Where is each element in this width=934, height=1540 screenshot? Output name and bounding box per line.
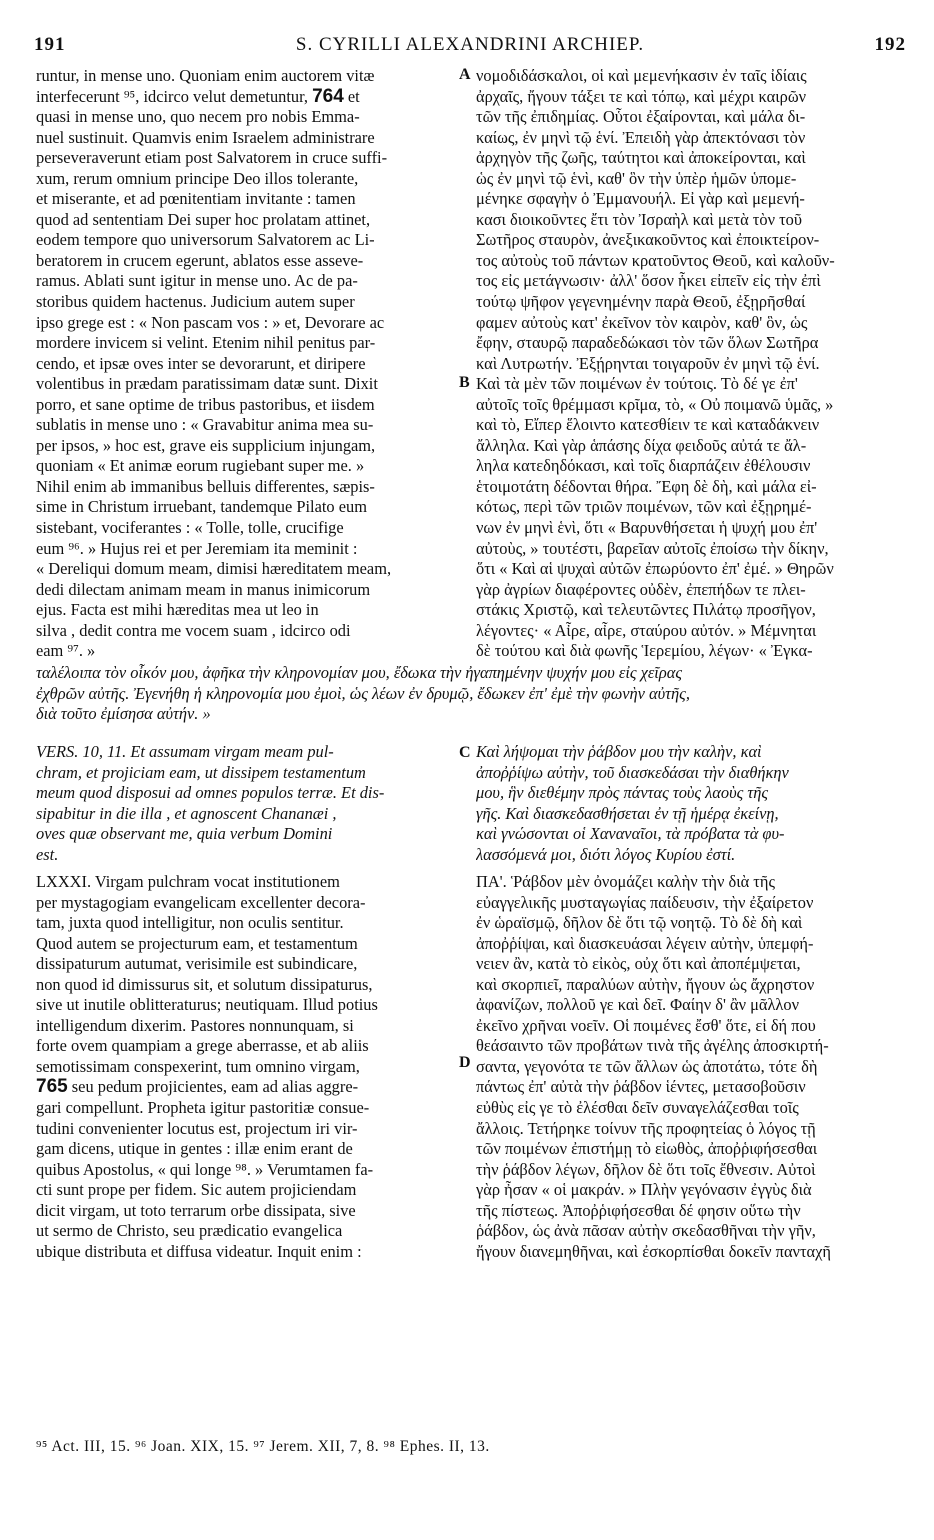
text-line: Quod autem se projecturum eam, et testamentum (36, 933, 358, 953)
text-line: τῶν τῆς ἐπιδημίας. Οὗτοι ἐξαίρονται, καὶ μάλα δι- (476, 107, 806, 127)
text-line: ληλα κατεδηδόκασι, καὶ τοῖς διαρπάζειν ἐθέλουσιν (476, 456, 811, 476)
text-line: dissipaturum autumat, verisimile est subindicare, (36, 954, 358, 974)
text-line: καίως, ἐν μηνὶ τῷ ἑνί. Ἐπειδὴ γὰρ ἀπεκτόνασι τὸν (476, 127, 806, 147)
text-line: Καὶ τὰ μὲν τῶν ποιμένων ἐν τούτοις. Τὸ δέ γε ἐπ' (476, 374, 798, 394)
text-line: ταλέλοιπα τὸν οἶκόν μου, ἀφῆκα τὴν κληρονομίαν μου, ἔδωκα τὴν ἠγαπημένην ψυχήν μου εἰς χεῖρας (36, 663, 682, 682)
text-line: λασσόμενά μοι, διότι λόγος Κυρίου ἐστί. (476, 844, 736, 864)
text-line: ἀρχηγὸν τῆς ζωῆς, ταύτητοι καὶ ἀποκείρονται, καὶ (476, 148, 806, 168)
text-line: tam, juxta quod intelligitur, non oculis sentitur. (36, 913, 344, 933)
text-line: κασι διοικοῦντες ἔτι τὸν Ἰσραὴλ καὶ μετὰ τὸν τοῦ (476, 209, 802, 229)
text-line: διὰ τοῦτο ἐμίσησα αὐτήν. » (36, 704, 211, 724)
running-header (34, 34, 906, 60)
text-line: γὰρ ἦσαν « οἱ μακράν. » Πλὴν γεγόνασιν ἐγγὺς διὰ (476, 1180, 812, 1200)
text-line: ῥάβδον, ὡς ἀνὰ πᾶσαν αὐτὴν σκεδασθῆναι τὴν γῆν, (476, 1221, 816, 1241)
text-line: dicit virgam, ut toto terrarum orbe dissipata, sive (36, 1200, 356, 1220)
text-line: νομοδιδάσκαλοι, οἱ καὶ μεμενήκασιν ἐν ταῖς ἰδίαις (476, 66, 807, 85)
text-line: interfecerunt ⁹⁵, idcirco velut demetuntur, 764 et (36, 86, 360, 107)
text-line: « Dereliqui domum meam, dimisi hæreditatem meam, (36, 559, 392, 579)
text-line: τος αὐτοὺς τοῦ πάντων κρατοῦντος Θεοῦ, καὶ καλοῦν- (476, 250, 835, 270)
text-line: κότως, περὶ τῶν τριῶν ποιμένων, τῶν καὶ ἐξῃρημέ- (476, 497, 812, 517)
text-line: εὐθὺς εἰς γε τὸ ἐλέσθαι δεῖν συναγελάζεσθαι τοῖς (476, 1098, 799, 1118)
text-line: per mystagogiam evangelicam excellenter decora- (36, 892, 366, 912)
text-line: τὴν ῥάβδον λέγων, δῆλον δὲ ὅτι τοῖς ἔθνεσιν. Αὐτοὶ (476, 1159, 816, 1179)
text-line: τῶν ποιμένων ἐπιστήμῃ τὸ εἰωθὸς, ἀποῤῥιφήσεσθαι (476, 1139, 818, 1159)
text-line: quasi in mense uno, quo necem pro nobis Emma- (36, 107, 360, 127)
text-line: oves quæ observant me, quia verbum Domini (36, 824, 333, 844)
text-line: LXXXI. Virgam pulchram vocat institutionem (36, 872, 340, 891)
column-number: 764 (312, 86, 344, 107)
text-line: eodem tempore quo universorum Salvatorem ac Li- (36, 230, 375, 250)
text-line: στάκις Χριστῷ, καὶ τελευτῶντες Πιλάτῳ προσῆγον, (476, 600, 816, 620)
text-line: mordere invicem si velint. Etenim nihil penitus par- (36, 333, 376, 353)
text-line: θεάσαιντο τῶν προβάτων τινὰ τῆς ἀγέλης ἀποσκιρτή- (476, 1036, 829, 1056)
text-line: VERS. 10, 11. Et assumam virgam meam pul- (36, 742, 334, 761)
page-number-left: 191 (34, 34, 66, 55)
text-line: γῆς. Καὶ διασκεδασθήσεται ἐν τῇ ἡμέρᾳ ἐκείνῃ, (476, 803, 779, 823)
text-line: sipabitur in die illa , et agnoscent Chananæi , (36, 803, 337, 823)
text-line: eam ⁹⁷. » (36, 641, 96, 661)
text-line: ipso grege est : « Non pascam vos : » et, Devorare ac (36, 312, 385, 332)
section-marker-b: B (459, 374, 470, 391)
text-line: ἀποῤῥίψω αὐτὴν, τοῦ διασκεδάσαι τὴν διαθήκην (476, 762, 789, 782)
text-line: xum, rerum omnium principe Deo illos tolerante, (36, 168, 359, 188)
text-line: 765 seu pedum projicientes, eam ad alias aggre- (36, 1077, 359, 1098)
text-line: ἤγουν διανεμηθῆναι, καὶ ἐσκορπίσθαι δοκεῖν πανταχῆ (476, 1241, 831, 1261)
text-line: καὶ γνώσονται οἱ Χαναναῖοι, τὰ πρόβατα τὰ φυ- (476, 824, 785, 844)
text-line: Σωτῆρος σταυρὸν, ἀνεξικακοῦντος καὶ ἐποικτείρον- (476, 230, 820, 250)
text-line: νων ἐν μηνὶ ἑνὶ, ὅτι « Βαρυνθήσεται ἡ ψυχή μου ἐπ' (476, 518, 818, 538)
text-line: τος εἰς μετάγνωσιν· ἀλλ' ὅσον ἧκει εἰπεῖν εἰς τὴν ἐπὶ (476, 271, 821, 291)
text-line: beratorem in crucem egerunt, ablatos esse asseve- (36, 250, 364, 270)
section-marker-d: D (459, 1054, 471, 1071)
text-line: perseveraverunt etiam post Salvatorem in cruce suffi- (36, 148, 388, 168)
text-line: καὶ Λυτρωτήν. Ἐξῄρηνται τοιγαροῦν ἐν μηνὶ τῷ ἑνί. (476, 353, 820, 373)
text-line: ἀρχαῖς, ἤγουν τάξει τε καὶ τόπῳ, καὶ μέχρι καιρῶν (476, 86, 807, 106)
section-marker-a: A (459, 66, 471, 83)
text-line: nuel sustinuit. Quamvis enim Israelem administrare (36, 127, 375, 147)
text-line: cti sunt prope per fidem. Sic autem projiciendam (36, 1180, 357, 1200)
text-line: est. (36, 844, 59, 864)
text-line: ἀφανίζων, πολλοῦ γε καὶ δεῖ. Φαίην δ' ἂν μᾶλλον (476, 995, 799, 1015)
text-line: τῆς πίστεως. Ἀποῤῥιφήσεσθαι δέ φησιν οὕτω τὴν (476, 1200, 801, 1220)
text-line: ἄλλοις. Τετήρηκε τοίνυν τῆς προφητείας ὁ λόγος τῇ (476, 1118, 816, 1138)
text-line: Καὶ λήψομαι τὴν ῥάβδον μου τὴν καλὴν, καὶ (476, 742, 762, 761)
text-line: εὐαγγελικῆς μυσταγωγίας παίδευσιν, τὴν ἐξαίρετον (476, 892, 814, 912)
text-line: gari compellunt. Propheta igitur pastoritiæ consue- (36, 1098, 370, 1118)
latin-verse-lemma (36, 742, 454, 865)
text-line: chram, et projiciam eam, ut dissipem testamentum (36, 762, 366, 782)
text-line: σαντα, γεγονότα τε τῶν ἄλλων ὡς ἀποτάτω, τότε δὴ (476, 1056, 818, 1076)
text-line: ἄλληλα. Καὶ γὰρ ἁπάσης δίχα φειδοῦς αὐτά τε ἄλ- (476, 435, 807, 455)
greek-column-top (476, 66, 906, 662)
text-line: αὐτοὺς, » τουτέστι, βαρεῖαν αὐτοῖς ἐποίσω τὴν δίκην, (476, 538, 829, 558)
text-line: porro, et sane optime de tribus pastoribus, et iisdem (36, 394, 375, 414)
text-line: sistebant, vociferantes : « Tolle, tolle, crucifige (36, 518, 344, 538)
text-line: quoniam « Et animæ eorum rugiebant super me. » (36, 456, 365, 476)
column-number: 765 (36, 1077, 68, 1098)
text-line: per ipsos, » hoc est, grave eis supplicium injungam, (36, 435, 376, 455)
text-line: νειεν ἂν, κατὰ τὸ εἰκὸς, οὐχ ὅτι καὶ ἀποπέμψεται, (476, 954, 801, 974)
text-line: eum ⁹⁶. » Hujus rei et per Jeremiam ita meminit : (36, 538, 358, 558)
text-line: silva , dedit contra me vocem suam , idcirco odi (36, 620, 351, 640)
text-line: sublatis in mense uno : « Gravabitur anima mea su- (36, 415, 374, 435)
text-line: ἐχθρῶν αὐτῆς. Ἐγενήθη ἡ κληρονομία μου ἐμοὶ, ὡς λέων ἐν δρυμῷ, ἔδωκεν ἐπ' ἐμὲ τὴν φωνὴν αὐτῆς, (36, 683, 690, 703)
text-line: quod ad sententiam Dei super hoc prolatam attinet, (36, 209, 371, 229)
text-line: λέγοντες· « Αἶρε, αἶρε, σταύρου αὐτόν. » Μέμνηται (476, 620, 817, 640)
full-width-quotation (36, 663, 906, 725)
greek-commentary (476, 872, 906, 1262)
text-line: ὡς ἐν μηνὶ τῷ ἑνὶ, καθ' ὃν τὴν ὑπὲρ ἡμῶν ὑπομε- (476, 168, 797, 188)
text-line: storibus quidem hactenus. Judicium autem super (36, 292, 355, 312)
text-line: ἐν ὡραϊσμῷ, δῆλον δὲ ὅτι τῷ νοητῷ. Τὸ δὲ δὴ καὶ (476, 913, 803, 933)
text-line: tudini convenienter locutus est, projectum iri vir- (36, 1118, 358, 1138)
text-line: ἑτοιμοτάτη δέδονται θήρα. Ἔφη δὲ δὴ, καὶ μάλα εἰ- (476, 476, 817, 496)
text-line: et miserante, et ad pœnitentiam invitante : tamen (36, 189, 356, 209)
text-line: ejus. Facta est mihi hæreditas mea ut leo in (36, 600, 319, 620)
text-line: quibus Apostolus, « qui longe ⁹⁸. » Verumtamen fa- (36, 1159, 374, 1179)
running-title: S. CYRILLI ALEXANDRINI ARCHIEP. (295, 34, 645, 55)
text-line: volentibus in prædam paratissimam datæ sunt. Dixit (36, 374, 378, 394)
latin-commentary (36, 872, 454, 1262)
text-line: τούτῳ ψῆφον γεγενημένην παρὰ Θεοῦ, ἐξῃρῆσθαί (476, 292, 806, 312)
text-line: ΠΑ'. Ῥάβδον μὲν ὀνομάζει καλὴν τὴν διὰ τῆς (476, 872, 775, 891)
text-line: intelligendum dixerim. Pastores nonnunquam, si (36, 1015, 354, 1035)
text-line: αὐτοῖς τοῖς θρέμμασι κρῖμα, τὸ, « Οὐ ποιμανῶ ὑμᾶς, » (476, 394, 834, 414)
text-line: runtur, in mense uno. Quoniam enim auctorem vitæ (36, 66, 375, 85)
text-line: ἔφην, σταυρῷ παραδεδώκασι τὸν τῶν ὅλων Σωτῆρα (476, 333, 819, 353)
page-number-right: 192 (874, 34, 906, 55)
latin-column-top (36, 66, 454, 662)
section-marker-c: C (459, 744, 471, 761)
text-line: ramus. Ablati sunt igitur in mense uno. Ac de pa- (36, 271, 358, 291)
text-line: γὰρ ἀγρίων διαφέροντες οὐδὲν, ἐπεπήδων τε πλει- (476, 579, 806, 599)
text-line: dedi dilectam animam meam in manus inimicorum (36, 579, 371, 599)
text-line: μένηκε σφαγὴν ὁ Ἐμμανουήλ. Εἰ γὰρ καὶ μεμενή- (476, 189, 805, 209)
text-line: non quod id dimissurus sit, et solutum dissipaturus, (36, 974, 373, 994)
text-line: ut sermo de Christo, seu prædicatio evangelica (36, 1221, 343, 1241)
text-line: semotissimam conspexerint, tum omnino virgam, (36, 1056, 360, 1076)
text-line: φαμεν αὐτοὺς κατ' ἐκεῖνον τὸν καιρὸν, καθ' ὃν, ὡς (476, 312, 808, 332)
greek-verse-lemma (476, 742, 906, 865)
text-line: πάντως ἐπ' αὐτὰ τὴν ῥάβδον ἱέντες, μετασοβοῦσιν (476, 1077, 806, 1097)
text-line: μου, ἣν διεθέμην πρὸς πάντας τοὺς λαοὺς τῆς (476, 783, 768, 803)
footnotes: ⁹⁵ Act. III, 15. ⁹⁶ Joan. XIX, 15. ⁹⁷ Jerem. XII, 7, 8. ⁹⁸ Ephes. II, 13. (36, 1438, 490, 1455)
text-line: gam dicens, utique in gentes : illæ enim erant de (36, 1139, 353, 1159)
text-line: forte ovem quampiam a grege aberrasse, et ab aliis (36, 1036, 369, 1056)
text-line: Nihil enim ab immanibus belluis differentes, sæpis- (36, 476, 375, 496)
text-line: ubique distributa et diffusa videatur. Inquit enim : (36, 1241, 362, 1261)
text-line: ἀποῤῥίψαι, καὶ διασκευάσαι λέγειν αὐτὴν, ὑπεμφή- (476, 933, 814, 953)
text-line: meum quod disposui ad omnes populos terræ. Et dis- (36, 783, 385, 803)
text-line: sime in Christum irruebant, tandemque Pilato eum (36, 497, 367, 517)
text-line: δὲ τούτου καὶ διὰ φωνῆς Ἱερεμίου, λέγων· « Ἐγκα- (476, 641, 813, 661)
text-line: sive ut inutile oblitteraturus; neutiquam. Illud potius (36, 995, 378, 1015)
text-line: καὶ σκορπιεῖ, παραλύων αὐτὴν, ἤγουν ὡς ἄχρηστον (476, 974, 815, 994)
text-line: ὅτι « Καὶ αἱ ψυχαὶ αὐτῶν ἐπωρύοντο ἐπ' ἐμέ. » Θηρῶν (476, 559, 834, 579)
text-line: cendo, et ipsæ oves inter se devorarunt, et diripere (36, 353, 366, 373)
text-line: καὶ τὸ, Εἴπερ ἕλοιντο κατεσθίειν τε καὶ καταδάκνειν (476, 415, 820, 435)
text-line: ἐκεῖνο χρῆναι νοεῖν. Οἱ ποιμένες ἔσθ' ὅτε, εἰ δή που (476, 1015, 816, 1035)
